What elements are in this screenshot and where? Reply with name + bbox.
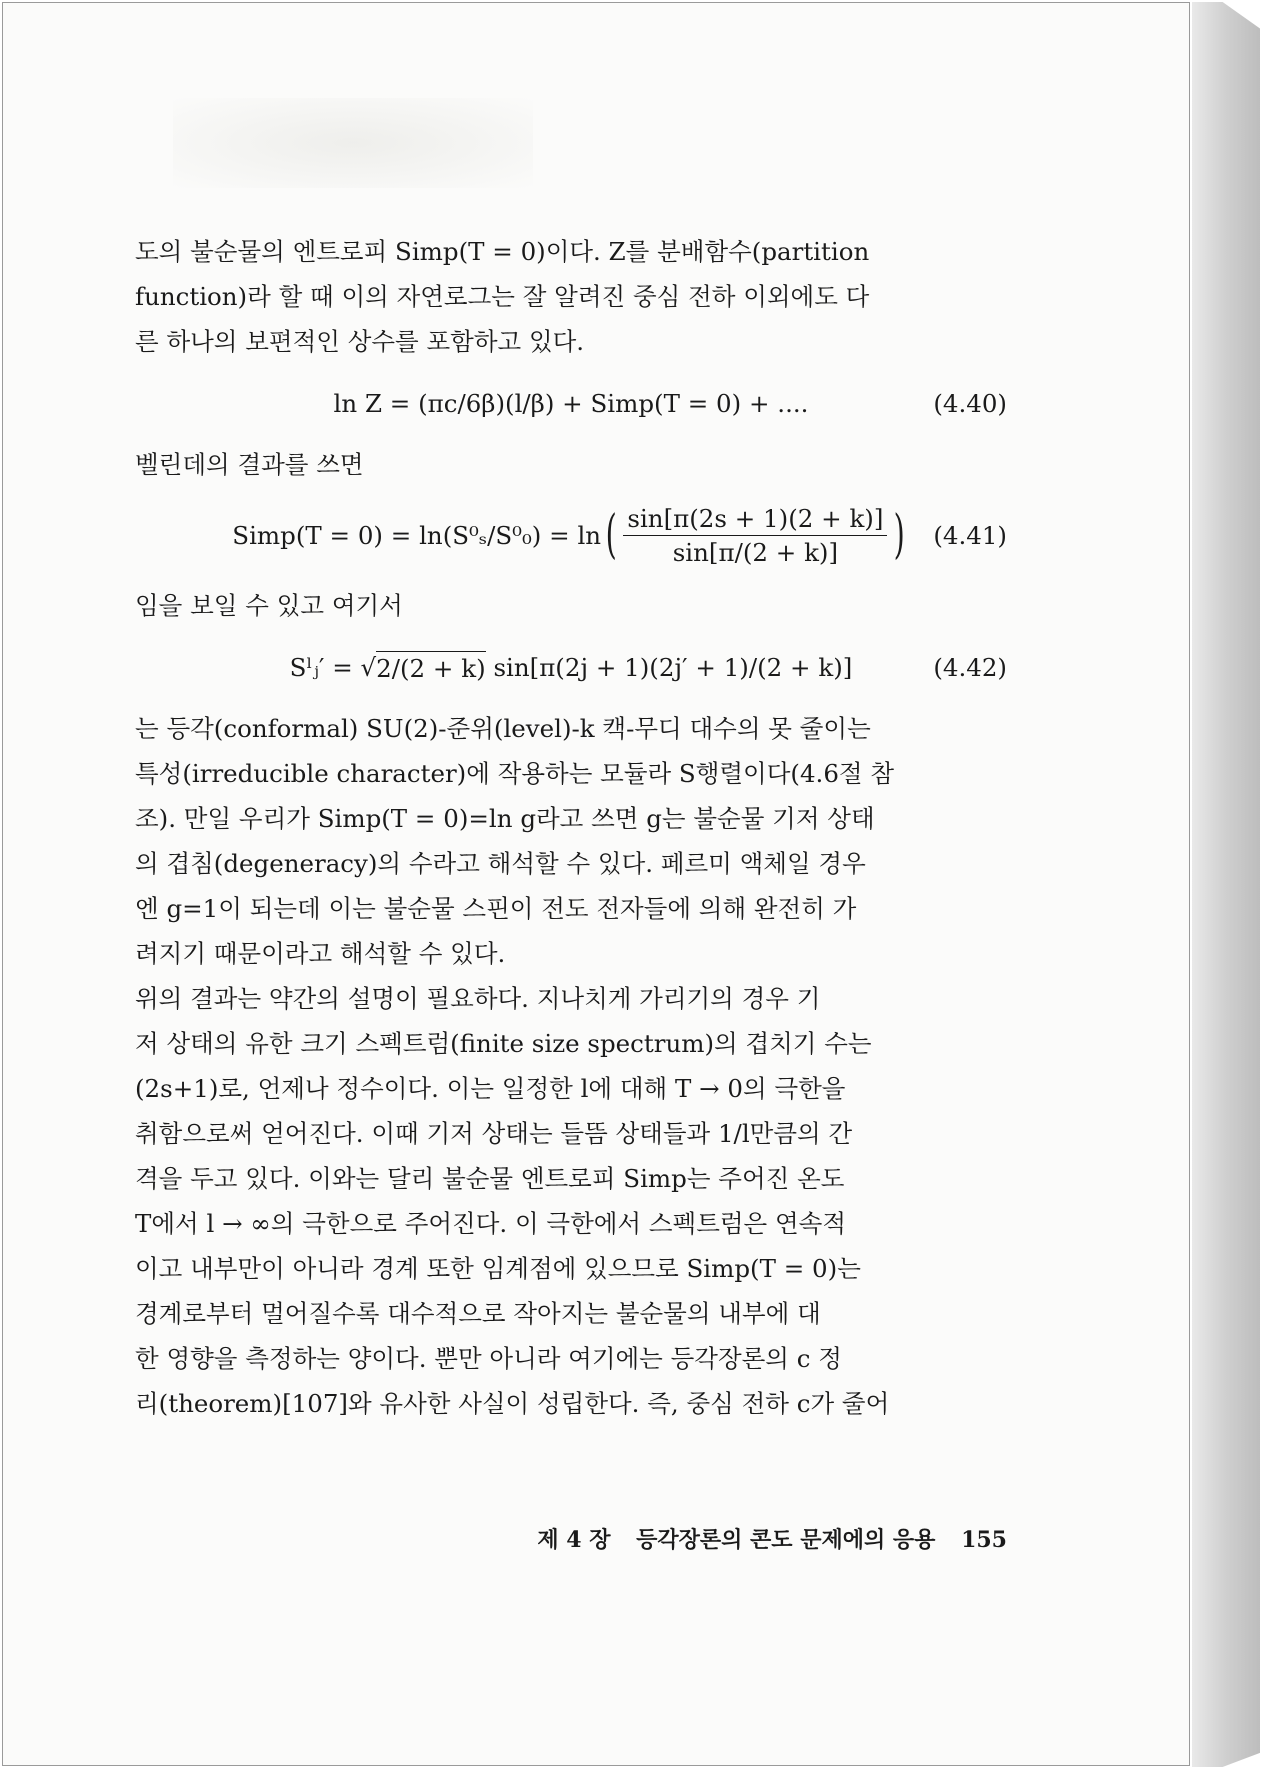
page-edge-shadow xyxy=(1192,2,1260,1767)
left-paren: ( xyxy=(605,505,617,565)
text-line: 벨린데의 결과를 쓰면 xyxy=(135,450,364,479)
page-footer xyxy=(135,1523,1007,1554)
text-line: 특성(irreducible character)에 작용하는 모듈라 S행렬이다(4.6절 참 xyxy=(135,759,895,788)
text-line: 위의 결과는 약간의 설명이 필요하다. 지나치게 가리기의 경우 기 xyxy=(135,984,821,1013)
paragraph-explanation xyxy=(135,976,1007,1426)
paragraph-entropy xyxy=(135,229,1007,364)
text-line: 리(theorem)[107]와 유사한 사실이 성립한다. 즉, 중심 전하 c가 줄어 xyxy=(135,1389,890,1418)
equation-lhs: Simp(T = 0) = ln(S⁰ₛ/S⁰₀) = ln xyxy=(232,520,602,550)
page-number: 155 xyxy=(961,1527,1007,1553)
text-line: 엔 g=1이 되는데 이는 불순물 스핀이 전도 전자들에 의해 완전히 가 xyxy=(135,894,857,923)
text-line: T에서 l → ∞의 극한으로 주어진다. 이 극한에서 스펙트럼은 연속적 xyxy=(135,1209,846,1238)
text-line: 른 하나의 보편적인 상수를 포함하고 있다. xyxy=(135,327,585,356)
text-line: function)라 할 때 이의 자연로그는 잘 알려진 중심 전하 이외에도 다 xyxy=(135,282,870,311)
fraction-denominator: sin[π/(2 + k)] xyxy=(672,537,839,567)
text-line: 이고 내부만이 아니라 경계 또한 임계점에 있으므로 Simp(T = 0)는 xyxy=(135,1254,861,1283)
text-line: 려지기 때문이라고 해석할 수 있다. xyxy=(135,939,506,968)
page-content xyxy=(135,229,1007,1426)
equation-number: (4.40) xyxy=(933,388,1007,418)
paragraph-modular-s-matrix xyxy=(135,706,1007,976)
text-line: 의 겹침(degeneracy)의 수라고 해석할 수 있다. 페르미 액체일 경우 xyxy=(135,849,866,878)
text-line: 조). 만일 우리가 Simp(T = 0)=ln g라고 쓰면 g는 불순물 기저 상태 xyxy=(135,804,875,833)
equation-lhs: Sˡⱼ′ = √ xyxy=(289,652,377,682)
equation-body xyxy=(232,504,909,567)
text-line: 격을 두고 있다. 이와는 달리 불순물 엔트로피 Simp는 주어진 온도 xyxy=(135,1164,845,1193)
text-line: 한 영향을 측정하는 양이다. 뿐만 아니라 여기에는 등각장론의 c 정 xyxy=(135,1344,842,1373)
equation-4-40 xyxy=(135,382,1007,424)
right-paren: ) xyxy=(893,505,906,565)
text-line: 경계로부터 멀어질수록 대수적으로 작아지는 불순물의 내부에 대 xyxy=(135,1299,821,1328)
chapter-title: 등각장론의 콘도 문제에의 응용 xyxy=(636,1527,936,1553)
equation-body xyxy=(290,651,853,683)
equation-4-41 xyxy=(135,497,1007,573)
chapter-label: 제 4 장 xyxy=(537,1527,611,1553)
text-line: 저 상태의 유한 크기 스펙트럼(finite size spectrum)의 겹치기 수는 xyxy=(135,1029,872,1058)
fraction xyxy=(623,504,887,567)
equation-number: (4.42) xyxy=(933,652,1007,682)
equation-number: (4.41) xyxy=(933,520,1007,550)
fraction-numerator: sin[π(2s + 1)(2 + k)] xyxy=(623,504,887,536)
square-root-radicand: 2/(2 + k) xyxy=(376,651,486,683)
paragraph-affleck-result xyxy=(135,442,1007,487)
text-line: 는 등각(conformal) SU(2)-준위(level)-k 캑-무디 대수의 못 줄이는 xyxy=(135,714,871,743)
paragraph-can-show xyxy=(135,583,1007,628)
text-line: 취함으로써 얻어진다. 이때 기저 상태는 들뜸 상태들과 1/l만큼의 간 xyxy=(135,1119,853,1148)
text-line: 임을 보일 수 있고 여기서 xyxy=(135,591,403,620)
equation-rhs: sin[π(2j + 1)(2j′ + 1)/(2 + k)] xyxy=(493,652,853,682)
equation-body: ln Z = (πc/6β)(l/β) + Simp(T = 0) + .... xyxy=(333,388,809,418)
page-smudge xyxy=(173,98,533,188)
book-page xyxy=(2,2,1190,1766)
equation-4-42 xyxy=(135,646,1007,688)
text-line: 도의 불순물의 엔트로피 Simp(T = 0)이다. Z를 분배함수(partition xyxy=(135,237,870,266)
text-line: (2s+1)로, 언제나 정수이다. 이는 일정한 l에 대해 T → 0의 극한을 xyxy=(135,1074,846,1103)
